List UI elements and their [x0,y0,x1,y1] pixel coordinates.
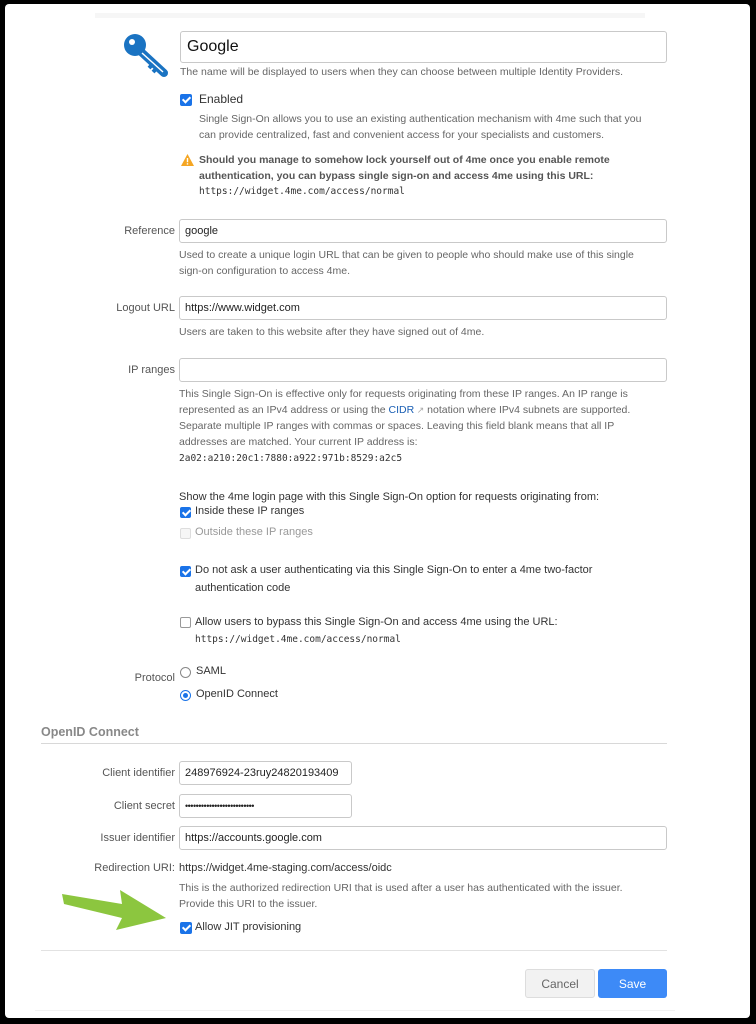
skip-two-factor-label-2: authentication code [195,582,291,594]
warning-url: https://widget.4me.com/access/normal [199,186,405,197]
annotation-arrow-icon [60,884,170,932]
enabled-hint-1: Single Sign-On allows you to use an existing authentication mechanism with 4me such that you [199,113,642,125]
protocol-saml-label: SAML [196,665,226,677]
cidr-link[interactable]: CIDR [388,404,415,416]
issuer-identifier-input[interactable] [179,826,667,850]
redirection-hint-1: This is the authorized redirection URI that is used after a user has authenticated with the issuer. [179,882,623,894]
name-input-value: Google [187,38,239,55]
key-icon [120,31,170,81]
top-divider [95,13,645,18]
name-hint: The name will be displayed to users when they can choose between multiple Identity Providers. [180,66,623,78]
allow-jit-provisioning-label: Allow JIT provisioning [195,921,302,933]
allow-bypass-checkbox[interactable] [180,617,191,628]
sso-form-window [5,4,750,1018]
logout-url-value: https://www.widget.com [185,302,300,314]
protocol-openid-radio[interactable] [180,690,191,701]
warning-text-2: authentication, you can bypass single sign-on and access 4me using this URL: [199,170,594,182]
inside-ip-ranges-checkbox[interactable] [180,507,191,518]
enabled-hint-2: can provide centralized, fast and convenient access for your specialists and customers. [199,129,605,141]
redirection-uri-label: Redirection URI: [94,862,175,874]
issuer-identifier-value: https://accounts.google.com [185,832,322,844]
protocol-label: Protocol [134,672,175,684]
save-button[interactable]: Save [598,969,667,998]
outside-ip-ranges-label: Outside these IP ranges [195,526,313,538]
protocol-openid-label: OpenID Connect [196,688,278,700]
bypass-url: https://widget.4me.com/access/normal [195,634,401,645]
footer-divider [41,950,667,951]
ip-ranges-label: IP ranges [128,364,175,376]
inside-ip-ranges-label: Inside these IP ranges [195,505,305,517]
ip-ranges-hint-2-post: notation where IPv4 subnets are supported. [424,404,631,416]
client-secret-input[interactable] [179,794,352,818]
client-identifier-value: 248976924-23ruy24820193409 [185,767,339,779]
redirection-uri-value: https://widget.4me-staging.com/access/oidc [179,862,392,874]
outside-ip-ranges-checkbox[interactable] [180,528,191,539]
skip-two-factor-label-1: Do not ask a user authenticating via this Single Sign-On to enter a 4me two-factor [195,564,593,576]
name-input[interactable] [180,31,667,63]
client-identifier-input[interactable] [179,761,352,785]
logout-url-input[interactable] [179,296,667,320]
allow-bypass-label: Allow users to bypass this Single Sign-On and access 4me using the URL: [195,616,558,628]
client-secret-label: Client secret [113,800,175,812]
protocol-saml-radio[interactable] [180,667,191,678]
issuer-identifier-label: Issuer identifier [100,832,175,844]
reference-label: Reference [124,225,175,237]
reference-input[interactable] [179,219,667,243]
ip-ranges-hint-4: addresses are matched. Your current IP address is: [179,436,418,448]
current-ip-address: 2a02:a210:20c1:7880:a922:971b:8529:a2c5 [179,453,403,464]
show-login-intro: Show the 4me login page with this Single Sign-On option for requests originating from: [179,491,600,503]
ip-ranges-hint-1: This Single Sign-On is effective only for requests originating from these IP ranges. An IP range is [179,388,628,400]
reference-hint-1: Used to create a unique login URL that can be given to people who should make use of this single [179,249,634,261]
skip-two-factor-checkbox[interactable] [180,566,191,577]
ip-ranges-hint-2-pre: represented as an IPv4 address or using the [179,404,389,416]
ip-ranges-input[interactable] [179,358,667,382]
cancel-button[interactable]: Cancel [525,969,595,998]
external-link-icon: ↗ [414,405,425,415]
ip-ranges-hint-3: Separate multiple IP ranges with commas or spaces. Leaving this field blank means that all IP [179,420,615,432]
logout-url-hint: Users are taken to this website after they have signed out of 4me. [179,326,485,338]
enabled-checkbox[interactable] [180,94,192,106]
logout-url-label: Logout URL [116,302,175,314]
enabled-label: Enabled [199,92,244,106]
allow-jit-provisioning-checkbox[interactable] [180,922,192,934]
client-identifier-label: Client identifier [102,767,175,779]
openid-section-divider [41,743,667,744]
client-secret-value: •••••••••••••••••••••••••• [185,801,254,811]
reference-input-value: google [185,225,219,237]
openid-section-title: OpenID Connect [41,725,139,739]
warning-text-1: Should you manage to somehow lock yourself out of 4me once you enable remote [199,154,610,166]
warning-icon [181,153,194,165]
bottom-divider [35,1010,675,1011]
reference-hint-2: sign-on configuration to access 4me. [179,265,351,277]
redirection-hint-2: Provide this URI to the issuer. [179,898,318,910]
ip-ranges-hint-2 [179,402,630,418]
